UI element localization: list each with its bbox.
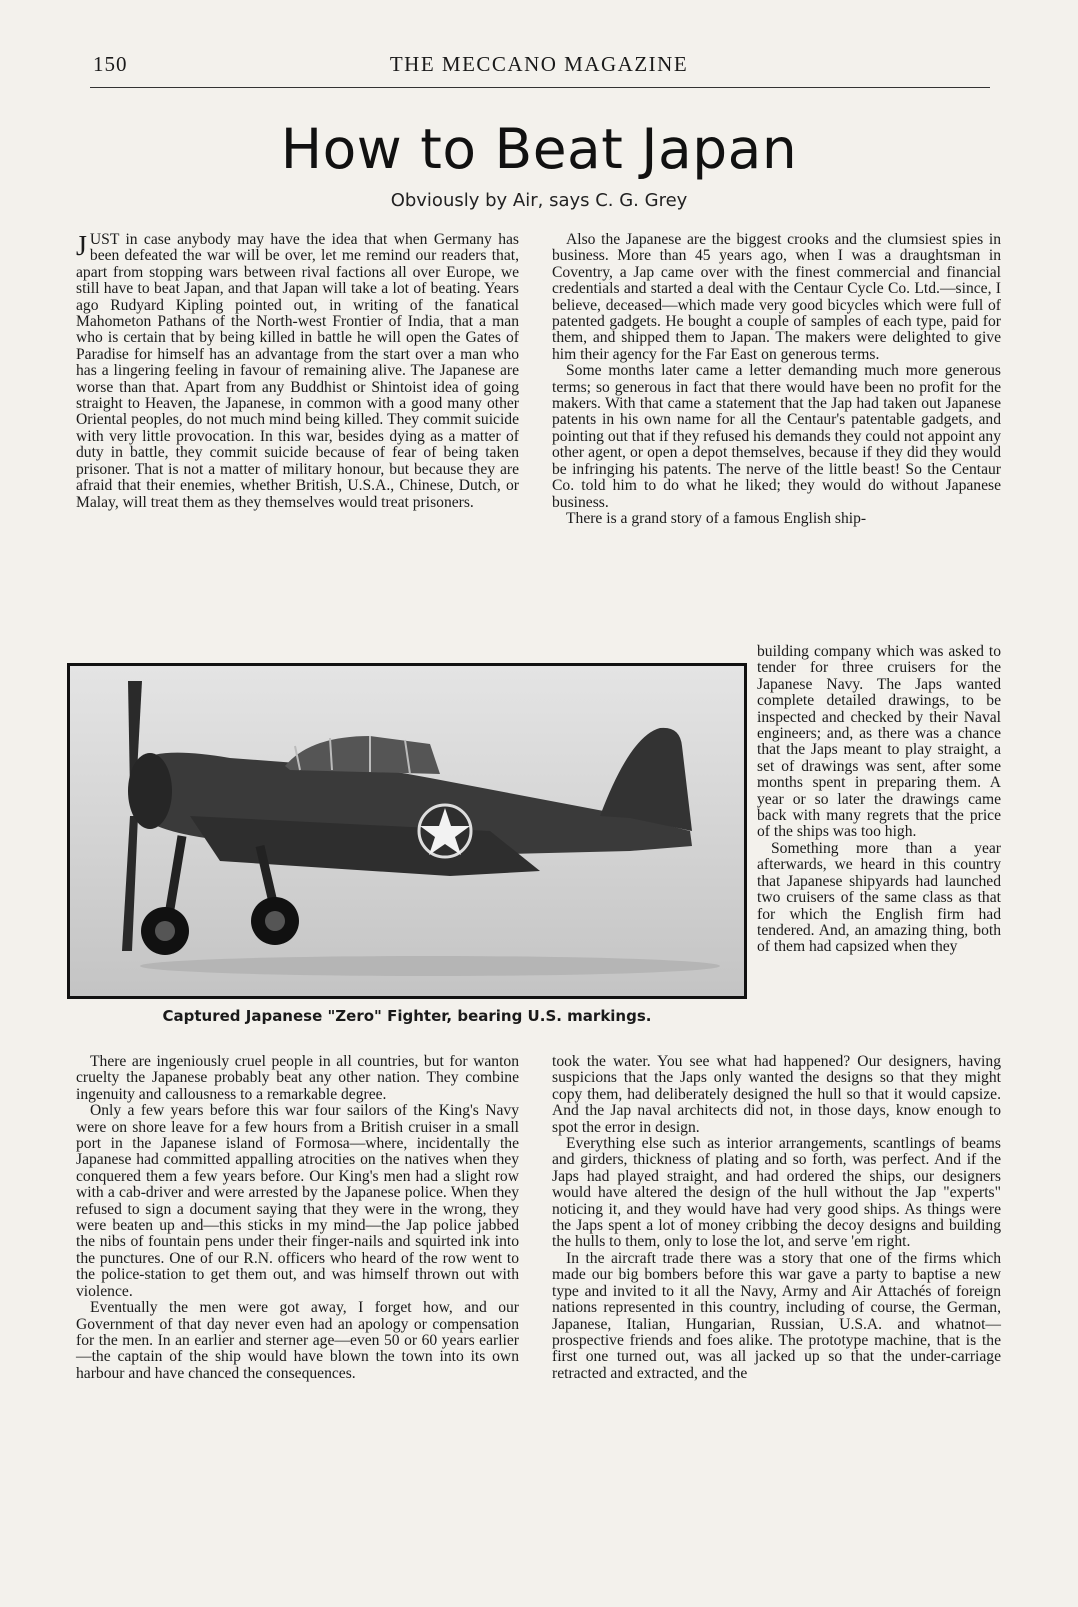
zero-fighter-image <box>70 666 744 996</box>
paragraph: Eventually the men were got away, I forget how, and our Government of that day never even had an apology or compensation for the men. In an earlier and sterner age—even 50 or 60 years earlier—the captain of the ship would have blown the town into its own harbour and have chanced the consequences. <box>76 1299 519 1382</box>
column-right-bottom <box>552 1054 1001 1382</box>
paragraph: took the water. You see what had happened? Our designers, having suspicions that the Japs only wanted the designs so that they might copy them, had deliberately designed the hull so that it would capsize. And the Jap naval architects did not, in those days, know enough to spot the error in design. <box>552 1053 1001 1136</box>
paragraph: Some months later came a letter demanding much more generous terms; so generous in fact that there would have been no profit for the makers. With that came a statement that the Jap had taken out Japanese patents in his own name for all the Centaur's patentable gadgets, and pointing out that if they refused his demands they could not appoint any other agent, or open a depot themselves, because if they did they would be infringing his patents. The nerve of the little beast! So the Centaur Co. told him to do what he liked; they would do without Japanese business. <box>552 362 1001 511</box>
column-right-top <box>552 232 1001 527</box>
paragraph: Also the Japanese are the biggest crooks and the clumsiest spies in business. More than 45 years ago, when I was a draughtsman in Coventry, a Jap came over with the finest commercial and financial credentials and started a deal with the Centaur Cycle Co. Ltd.—since, I believe, deceased—which made very good bicycles which were full of patented gadgets. He bought a couple of samples of each type, paid for them, and shipped them to Japan. The makers were delighted to give him their agency for the Far East on generous terms. <box>552 231 1001 363</box>
paragraph: There are ingeniously cruel people in all countries, but for wanton cruelty the Japanese probably beat any other nation. They combine ingenuity and callousness to a remarkable degree. <box>76 1053 519 1103</box>
column-left-top <box>76 232 519 511</box>
article-subtitle: Obviously by Air, says C. G. Grey <box>390 190 688 211</box>
paragraph: Only a few years before this war four sailors of the King's Navy were on shore leave for a few hours from a British cruiser in a small port in the Japanese island of Formosa—where, incidentally the Japanese had committed appalling atrocities on the natives when they conquered them a few years before. Our King's men had a slight row with a cab-driver and were arrested by the Japanese police. When they refused to sign a document saying that they were in the wrong, they were beaten up and—this sticks in my mind—the Jap police jabbed the nibs of fountain pens under their finger-nails and squirted ink into the punctures. One of our R.N. officers who heard of the row went to the police-station to get them out, and was himself thrown out with violence. <box>76 1102 519 1300</box>
column-right-narrow <box>757 644 1001 956</box>
paragraph-text: UST in case anybody may have the idea that when Germany has been defeated the war will be over, let me remind our readers that, apart from stopping wars between rival factions all over Europe, we still have to beat Japan, and that Japan will take a lot of beating. Years ago Rudyard Kipling pointed out, in writing of the fanatical Mahometon Pathans of the North-west Frontier of India, that a man who is certain that by being killed in battle he will open the Gates of Paradise for himself has an advantage from the start over a man who has a lingering feeling in favour of remaining alive. The Japanese are worse than that. Apart from any Buddhist or Shintoist idea of going straight to Heaven, the Japanese, in common with a good many other Oriental peoples, do not much mind being killed. They commit suicide with very little provocation. In this war, besides dying as a matter of duty in battle, they commit suicide because of fear of being taken prisoner. That is not a matter of military honour, but because they are afraid that their enemies, whether British, U.S.A., Chinese, Dutch, or Malay, will treat them as they themselves would treat prisoners. <box>76 231 519 511</box>
page-number: 150 <box>93 52 128 76</box>
paragraph: Something more than a year afterwards, we heard in this country that Japanese shipyards had launched two cruisers of the same class as that for which the English firm had tendered. And, an amazing thing, both of them had capsized when they <box>757 839 1001 956</box>
paragraph: Everything else such as interior arrangements, scantlings of beams and girders, thickness of plating and so forth, was perfect. And if the Japs had played straight, and had ordered the ships, our designers would have altered the design of the hull without the Jap "experts" noticing it, and they would have had very good ships. As things were the Japs spent a lot of money cribbing the decoy designs and building the hulls to them, only to lose the lot, and serve 'em right. <box>552 1135 1001 1251</box>
aircraft-photo <box>67 663 747 999</box>
paragraph <box>76 232 519 511</box>
paragraph: There is a grand story of a famous English ship- <box>566 509 867 527</box>
article-title: How to Beat Japan <box>280 117 798 181</box>
figure-caption: Captured Japanese "Zero" Fighter, bearing U.S. markings. <box>162 1007 652 1025</box>
header-rule <box>90 87 990 88</box>
running-head: THE MECCANO MAGAZINE <box>389 52 689 76</box>
paragraph: building company which was asked to tender for three cruisers for the Japanese Navy. The Japs wanted complete detailed drawings, to be inspected and checked by their Naval engineers; and, as there was a chance that the Japs meant to play straight, a set of drawings was sent, after some months spent in preparing them. A year or so later the drawings came back with many regrets that the price of the ships was too high. <box>757 643 1001 841</box>
paragraph: In the aircraft trade there was a story that one of the firms which made our big bombers before this war gave a party to baptise a new type and invited to it all the Navy, Army and Air Attachés of foreign nations represented in this country, including of course, the German, Japanese, Italian, Hungarian, Russian, U.S.A. and whatnot—prospective friends and foes alike. The prototype machine, that is the first one turned out, was all jacked up so that the under-carriage retracted and extracted, and the <box>552 1249 1001 1382</box>
drop-cap: J <box>76 231 87 262</box>
column-left-bottom <box>76 1054 519 1382</box>
